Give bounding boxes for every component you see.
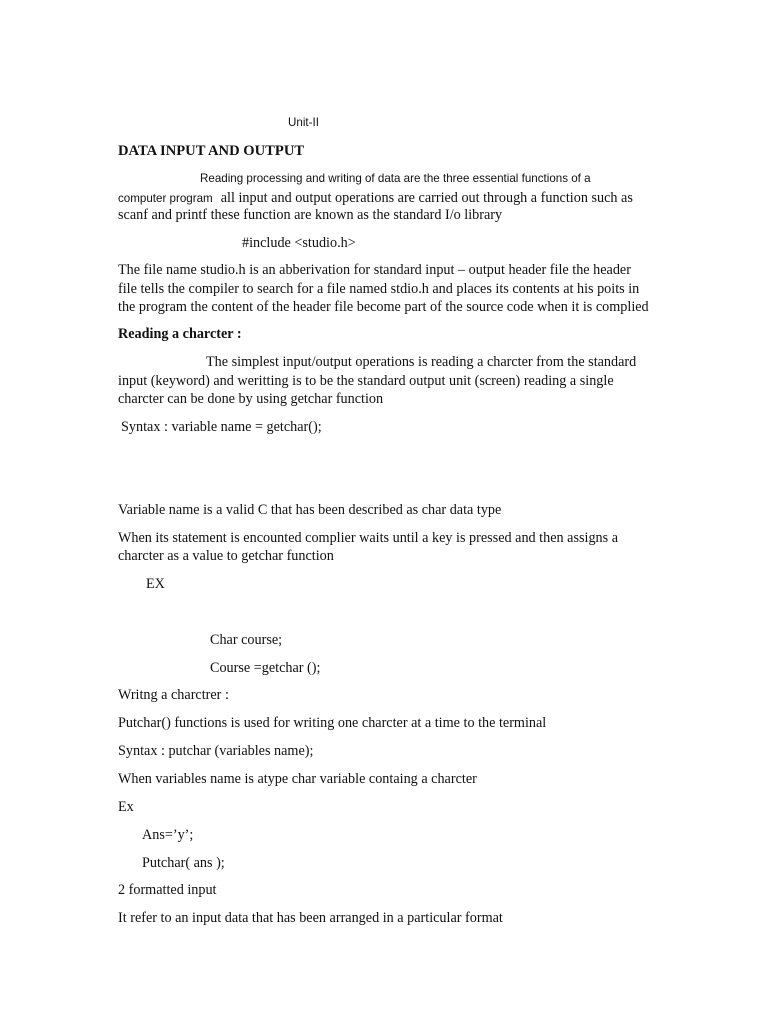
example-2-code-line-2: Putchar( ans );	[142, 855, 225, 871]
unit-label: Unit-II	[288, 116, 319, 129]
example-1-code-line-2: Course =getchar ();	[210, 660, 321, 676]
section-reading-heading: Reading a charcter :	[118, 326, 242, 342]
writing-heading: Writng a charctrer :	[118, 687, 229, 703]
when-para-line-2: charcter as a value to getchar function	[118, 548, 334, 564]
intro-line-2	[118, 189, 633, 207]
header-para-line-2: file tells the compiler to search for a file named stdio.h and places its contents at his poits in	[118, 281, 640, 297]
intro-line-1: Reading processing and writing of data are the three essential functions of a	[200, 172, 591, 185]
reading-para-line-2: input (keyword) and weritting is to be the standard output unit (screen) reading a single	[118, 373, 614, 389]
example-1-label: EX	[146, 576, 165, 592]
syntax-putchar: Syntax : putchar (variables name);	[118, 743, 314, 759]
intro-line-2-rest: all input and output operations are carried out through a function such as	[220, 190, 633, 206]
reading-para-line-1: The simplest input/output operations is reading a charcter from the standard	[206, 354, 637, 370]
header-para-line-1: The file name studio.h is an abberivation for standard input – output header file the header	[118, 262, 631, 278]
example-2-label: Ex	[118, 799, 134, 815]
example-2-code-line-1: Ans=’y’;	[142, 827, 194, 843]
when-variables-line: When variables name is atype char variable containg a charcter	[118, 771, 477, 787]
syntax-getchar: Syntax : variable name = getchar();	[121, 419, 322, 435]
include-line: #include <studio.h>	[242, 235, 356, 251]
when-para-line-1: When its statement is encounted complier waits until a key is pressed and then assigns a	[118, 530, 618, 546]
reading-para-line-3: charcter can be done by using getchar function	[118, 391, 384, 407]
intro-line-3: scanf and printf these function are known as the standard I/o library	[118, 207, 503, 223]
header-para-line-3: the program the content of the header file become part of the source code when it is complied	[118, 299, 649, 315]
formatted-input-description: It refer to an input data that has been arranged in a particular format	[118, 910, 503, 926]
document-title: DATA INPUT AND OUTPUT	[118, 143, 305, 159]
putchar-description: Putchar() functions is used for writing one charcter at a time to the terminal	[118, 715, 547, 731]
variable-description: Variable name is a valid C that has been described as char data type	[118, 502, 502, 518]
example-1-code-line-1: Char course;	[210, 632, 283, 648]
intro-line-2-prefix: computer program	[118, 192, 213, 205]
formatted-input-heading: 2 formatted input	[118, 882, 217, 898]
